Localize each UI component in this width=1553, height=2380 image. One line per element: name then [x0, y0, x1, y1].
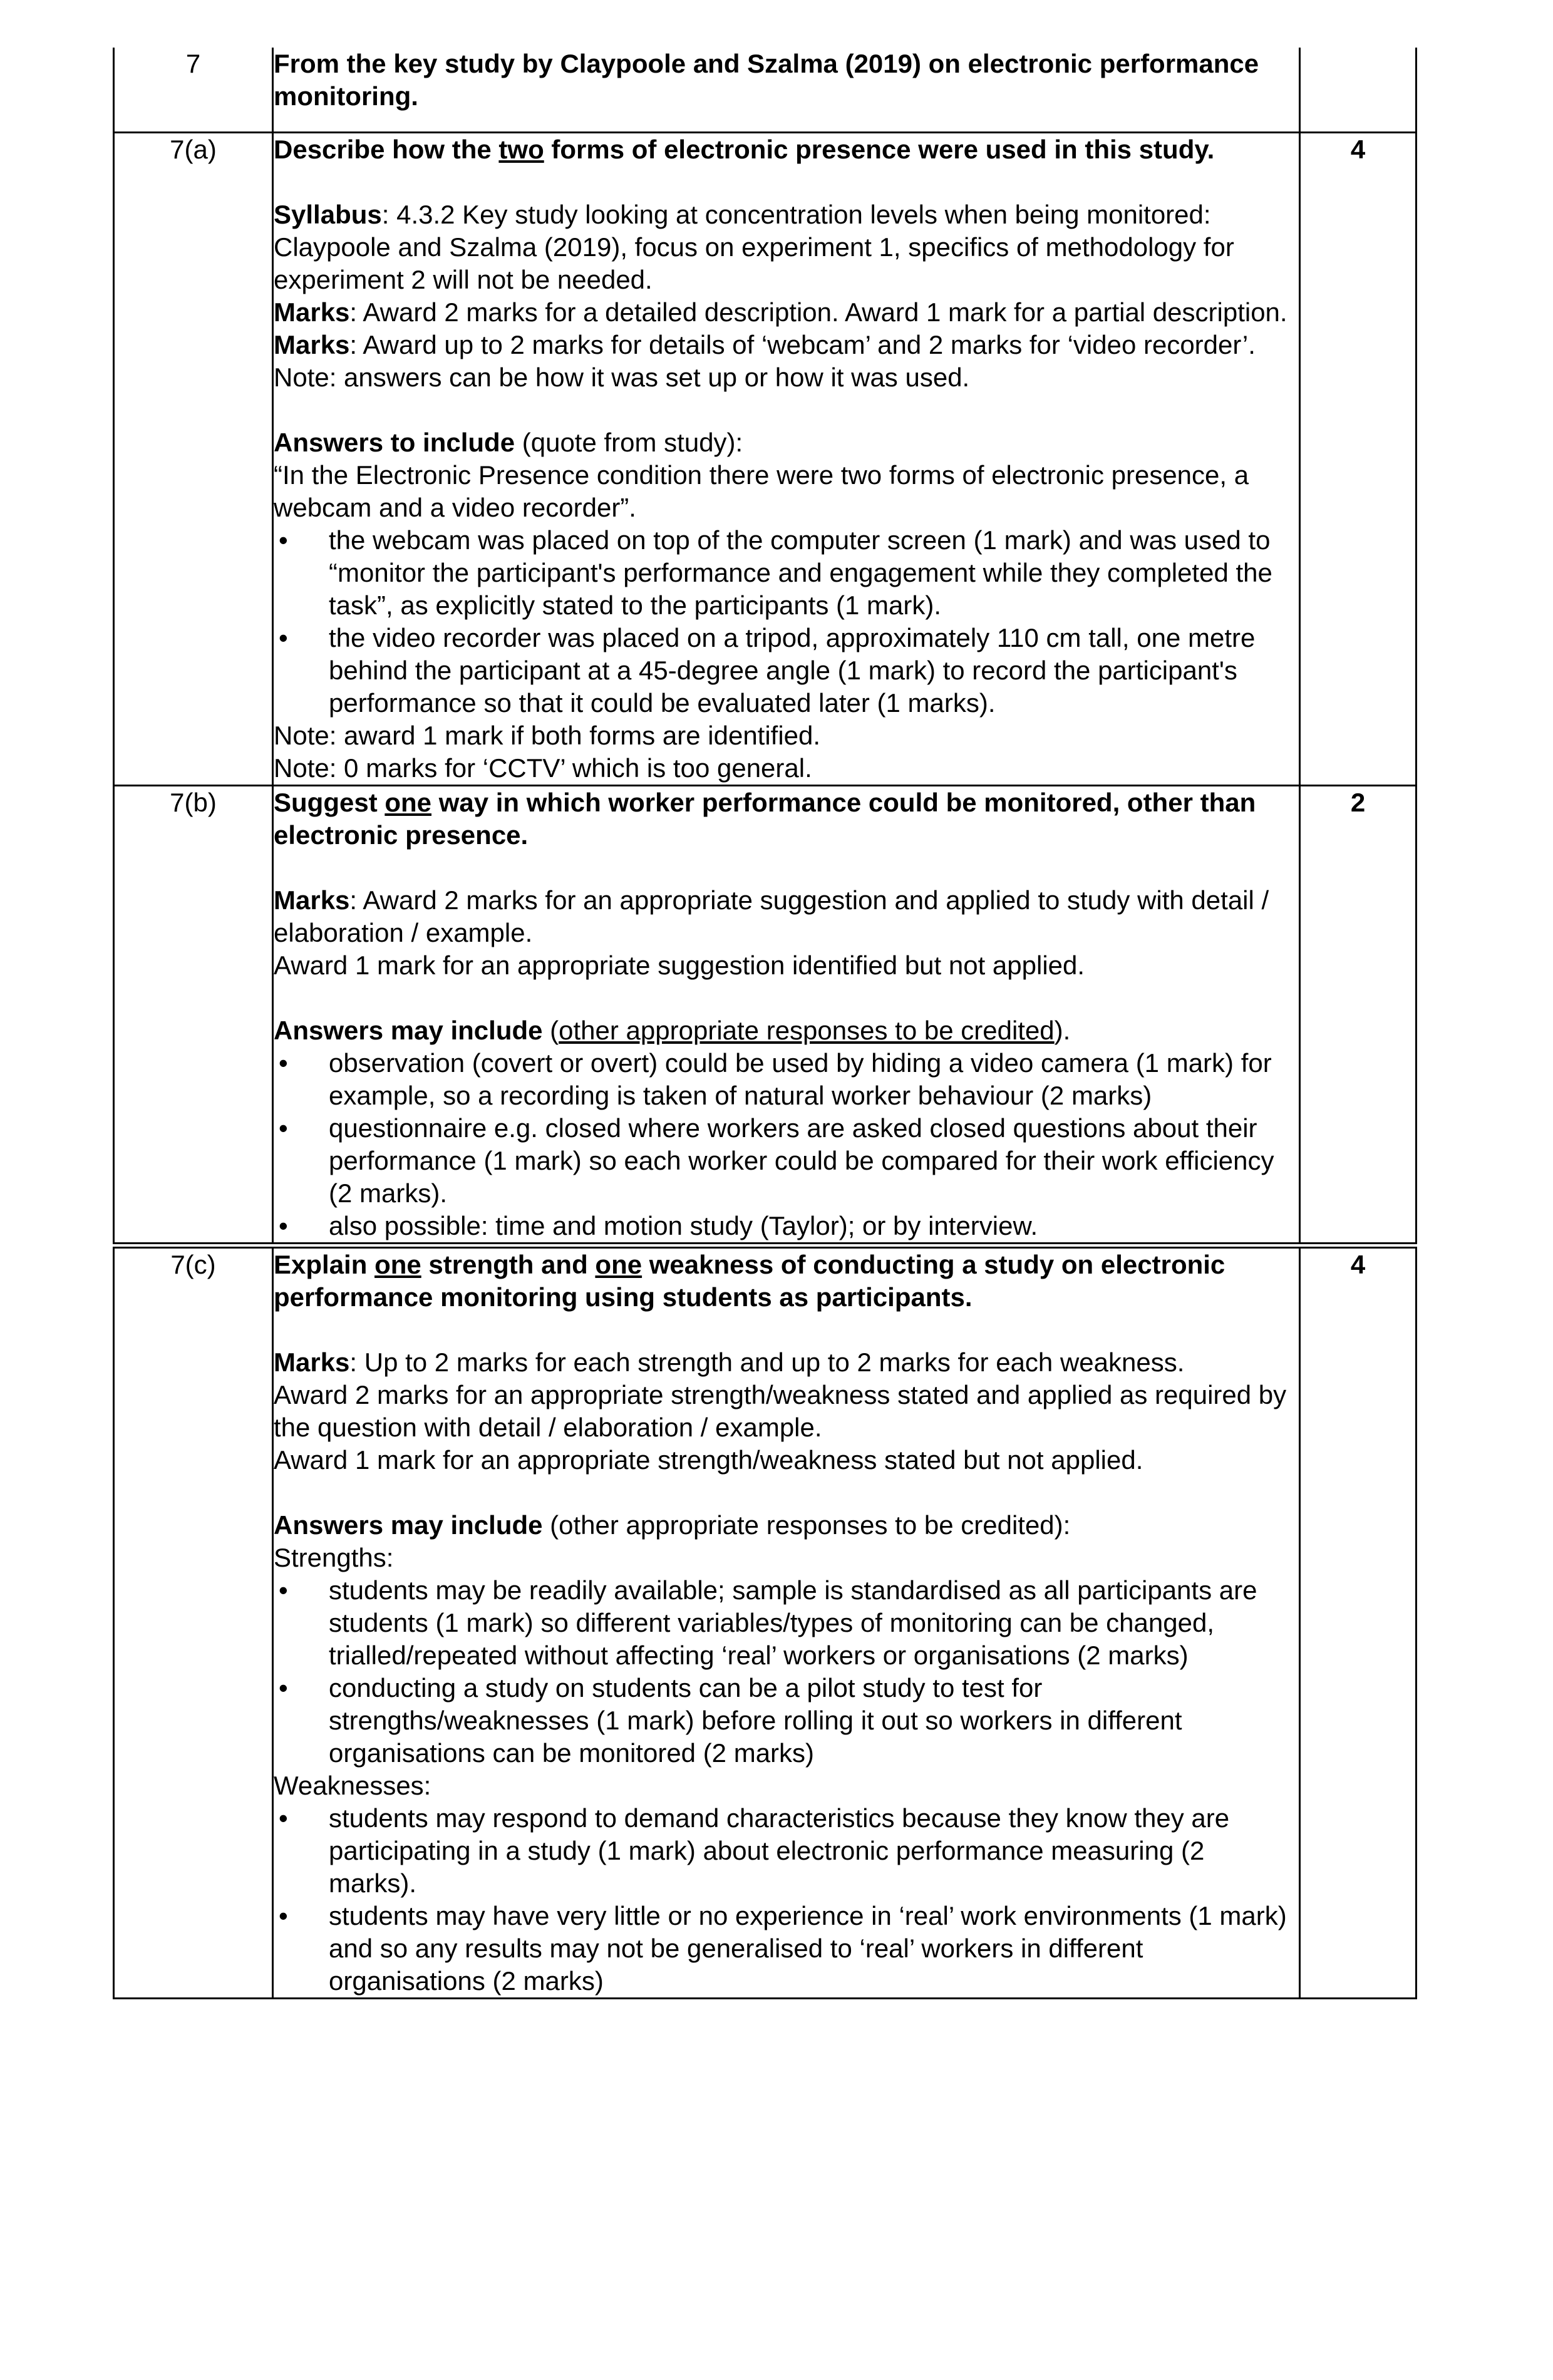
weaknesses-list	[274, 1802, 1299, 1997]
question-text-part: Suggest	[274, 788, 385, 817]
answer-list	[274, 524, 1299, 719]
question-text-part: weakness of conducting a study on electronic performance monitoring using students as participants.	[274, 1250, 1225, 1312]
list-item	[274, 1112, 1299, 1210]
question-7b-content	[273, 786, 1300, 1246]
question-text-part: Describe how the	[274, 135, 499, 164]
list-item	[274, 1900, 1299, 1997]
syllabus-text: : 4.3.2 Key study looking at concentration levels when being monitored: Claypoole and Szalma (2019), focus on experiment 1, specifics of methodology for experiment 2 will not be needed.	[274, 200, 1234, 294]
marks-guidance	[274, 296, 1299, 329]
bullet-icon: •	[279, 525, 288, 555]
answers-label: Answers to include	[274, 428, 515, 457]
question-emphasis: one	[374, 1250, 421, 1279]
question-text-part: forms of electronic presence were used in this study.	[544, 135, 1215, 164]
marks-text: : Award 2 marks for an appropriate suggestion and applied to study with detail / elaboration / example.	[274, 885, 1269, 947]
question-number: 7	[114, 48, 273, 133]
answers-paren: ).	[1054, 1016, 1071, 1045]
marks-label: Marks	[274, 330, 350, 359]
question-number: 7(b)	[114, 786, 273, 1246]
weaknesses-heading: Weaknesses:	[274, 1771, 431, 1800]
question-text	[274, 1249, 1299, 1314]
bullet-icon: •	[279, 1901, 288, 1930]
marks-value: 2	[1300, 786, 1416, 1246]
marks-label: Marks	[274, 885, 350, 915]
question-7-stem	[273, 48, 1300, 133]
question-stem-text: From the key study by Claypoole and Szalma (2019) on electronic performance monitoring.	[274, 49, 1259, 111]
list-item	[274, 524, 1299, 622]
strengths-list	[274, 1574, 1299, 1770]
question-7a-row	[114, 133, 1416, 786]
marks-value: 4	[1300, 133, 1416, 786]
bullet-icon: •	[279, 1211, 288, 1240]
list-item-text: students may be readily available; sample is standardised as all participants are students (1 mark) so different variables/types of monitoring can be changed, trialled/repeated without affecting ‘real’ workers or organisations (2 marks)	[329, 1575, 1257, 1670]
marks-guidance	[274, 1346, 1299, 1379]
bullet-icon: •	[279, 1048, 288, 1078]
list-item-text: students may respond to demand characteristics because they know they are participating in a study (1 mark) about electronic performance measuring (2 marks).	[329, 1803, 1230, 1898]
mark-scheme-table	[113, 48, 1417, 1999]
question-text	[274, 786, 1299, 852]
mark-scheme-page	[113, 48, 1415, 1999]
note: Note: award 1 mark if both forms are identified.	[274, 721, 821, 750]
marks-label: Marks	[274, 297, 350, 327]
answers-label: Answers may include	[274, 1016, 543, 1045]
list-item-text: observation (covert or overt) could be used by hiding a video camera (1 mark) for example, so a recording is taken of natural worker behaviour (2 marks)	[329, 1048, 1272, 1110]
question-7c-row	[114, 1245, 1416, 1999]
question-7-row	[114, 48, 1416, 133]
answers-heading	[274, 1014, 1299, 1047]
answers-credit-note: other appropriate responses to be credited	[559, 1016, 1055, 1045]
answers-suffix: (quote from study):	[515, 428, 743, 457]
bullet-icon: •	[279, 1673, 288, 1703]
question-text-part: Explain	[274, 1250, 375, 1279]
marks-guidance: Award 1 mark for an appropriate strength/weakness stated but not applied.	[274, 1445, 1143, 1475]
question-text-part: way in which worker performance could be monitored, other than electronic presence.	[274, 788, 1256, 850]
marks-guidance	[274, 884, 1299, 949]
question-number: 7(a)	[114, 133, 273, 786]
marks-label: Marks	[274, 1347, 350, 1377]
syllabus-line	[274, 198, 1299, 296]
question-7a-content	[273, 133, 1300, 786]
question-number: 7(c)	[114, 1245, 273, 1999]
marks-guidance	[274, 329, 1299, 361]
list-item-text: conducting a study on students can be a pilot study to test for strengths/weaknesses (1 mark) before rolling it out so workers in different organisations can be monitored (2 marks)	[329, 1673, 1182, 1768]
list-item-text: also possible: time and motion study (Taylor); or by interview.	[329, 1211, 1038, 1240]
answers-paren: (	[542, 1016, 559, 1045]
list-item-text: the webcam was placed on top of the computer screen (1 mark) and was used to “monitor the participant's performance and engagement while they completed the task”, as explicitly stated to the participants (1 mark).	[329, 525, 1272, 620]
question-emphasis: one	[384, 788, 432, 817]
question-7b-row	[114, 786, 1416, 1246]
question-text-part: strength and	[421, 1250, 596, 1279]
list-item	[274, 1672, 1299, 1770]
marks-text: : Award up to 2 marks for details of ‘webcam’ and 2 marks for ‘video recorder’.	[349, 330, 1256, 359]
bullet-icon: •	[279, 1803, 288, 1833]
bullet-icon: •	[279, 1575, 288, 1605]
answers-suffix: (other appropriate responses to be credited):	[542, 1510, 1071, 1540]
marks-text: : Up to 2 marks for each strength and up to 2 marks for each weakness.	[349, 1347, 1185, 1377]
strengths-heading: Strengths:	[274, 1543, 394, 1572]
answers-heading	[274, 1509, 1299, 1542]
list-item	[274, 622, 1299, 719]
question-emphasis: two	[498, 135, 544, 164]
question-7c-content	[273, 1245, 1300, 1999]
question-emphasis: one	[595, 1250, 642, 1279]
marks-cell-empty	[1300, 48, 1416, 133]
answers-label: Answers may include	[274, 1510, 543, 1540]
bullet-icon: •	[279, 623, 288, 652]
list-item	[274, 1210, 1299, 1242]
bullet-icon: •	[279, 1113, 288, 1143]
syllabus-label: Syllabus	[274, 200, 382, 229]
answer-list	[274, 1047, 1299, 1242]
list-item	[274, 1574, 1299, 1672]
list-item-text: questionnaire e.g. closed where workers are asked closed questions about their performance (1 mark) so each worker could be compared for their work efficiency (2 marks).	[329, 1113, 1274, 1208]
marks-guidance: Award 2 marks for an appropriate strength/weakness stated and applied as required by the question with detail / elaboration / example.	[274, 1380, 1287, 1442]
marks-guidance: Award 1 mark for an appropriate suggestion identified but not applied.	[274, 950, 1085, 980]
list-item-text: the video recorder was placed on a tripod, approximately 110 cm tall, one metre behind the participant at a 45-degree angle (1 mark) to record the participant's performance so that it could be evaluated later (1 marks).	[329, 623, 1256, 718]
marks-text: : Award 2 marks for a detailed description. Award 1 mark for a partial description.	[349, 297, 1287, 327]
answers-heading	[274, 426, 1299, 459]
list-item	[274, 1802, 1299, 1900]
list-item	[274, 1047, 1299, 1112]
list-item-text: students may have very little or no experience in ‘real’ work environments (1 mark) and so any results may not be generalised to ‘real’ workers in different organisations (2 marks)	[329, 1901, 1287, 1996]
study-quote: “In the Electronic Presence condition there were two forms of electronic presence, a webcam and a video recorder”.	[274, 460, 1249, 522]
note: Note: answers can be how it was set up or how it was used.	[274, 363, 970, 392]
note: Note: 0 marks for ‘CCTV’ which is too general.	[274, 753, 812, 783]
question-text	[274, 133, 1299, 166]
marks-value: 4	[1300, 1245, 1416, 1999]
